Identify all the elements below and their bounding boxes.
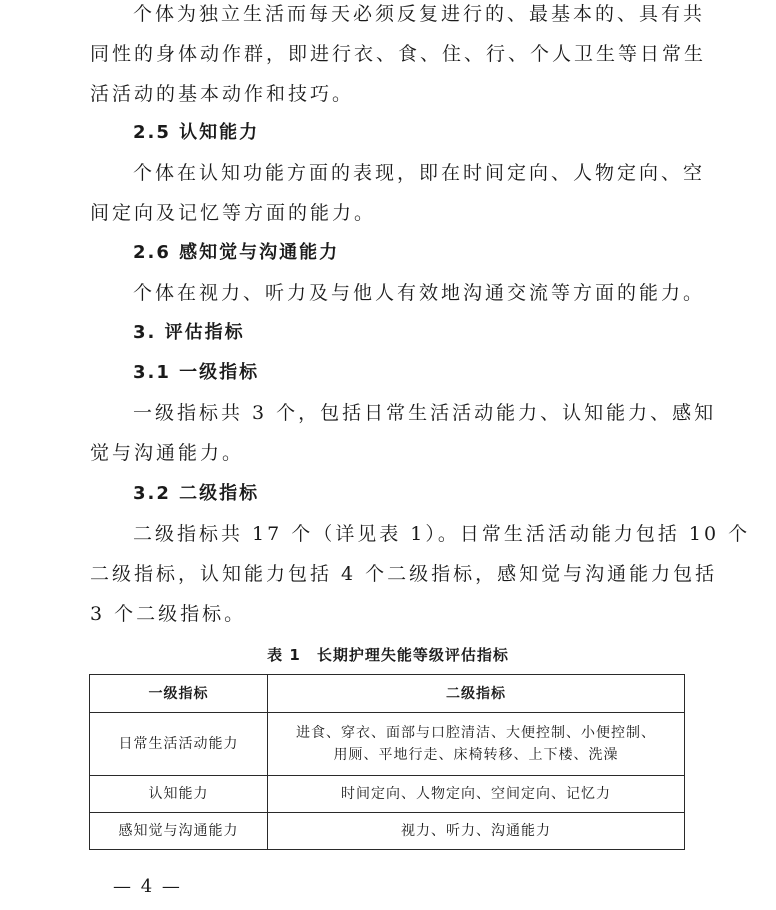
paragraph-line: 3 个二级指标。 bbox=[90, 603, 247, 625]
table-cell-primary: 日常生活活动能力 bbox=[90, 713, 268, 776]
table-header-row bbox=[90, 675, 685, 713]
paragraph-line: 间定向及记忆等方面的能力。 bbox=[90, 202, 377, 224]
paragraph-line: 个体在认知功能方面的表现，即在时间定向、人物定向、空 bbox=[133, 162, 706, 184]
paragraph-line: 个体在视力、听力及与他人有效地沟通交流等方面的能力。 bbox=[133, 282, 706, 304]
section-heading: 3. 评估指标 bbox=[133, 322, 245, 343]
table-header-secondary: 二级指标 bbox=[268, 675, 685, 713]
table-cell-secondary: 视力、听力、沟通能力 bbox=[268, 813, 685, 850]
table-cell-line: 进食、穿衣、面部与口腔清洁、大便控制、小便控制、 bbox=[296, 725, 656, 741]
table-cell-primary: 认知能力 bbox=[90, 776, 268, 813]
table-cell-secondary: 时间定向、人物定向、空间定向、记忆力 bbox=[268, 776, 685, 813]
paragraph-line: 一级指标共 3 个，包括日常生活活动能力、认知能力、感知 bbox=[133, 402, 717, 424]
indicator-table bbox=[89, 674, 685, 850]
table-row bbox=[90, 813, 685, 850]
paragraph-line: 个体为独立生活而每天必须反复进行的、最基本的、具有共 bbox=[133, 3, 706, 25]
page-number: — 4 — bbox=[113, 876, 182, 897]
table-cell-line: 用厕、平地行走、床椅转移、上下楼、洗澡 bbox=[333, 747, 619, 763]
paragraph-line: 同性的身体动作群，即进行衣、食、住、行、个人卫生等日常生 bbox=[90, 43, 707, 65]
section-heading: 3.2 二级指标 bbox=[133, 483, 260, 504]
section-heading: 2.5 认知能力 bbox=[133, 122, 260, 143]
table-caption: 表 1 长期护理失能等级评估指标 bbox=[267, 646, 509, 664]
table-header-primary: 一级指标 bbox=[90, 675, 268, 713]
table-cell-primary: 感知觉与沟通能力 bbox=[90, 813, 268, 850]
table-row bbox=[90, 776, 685, 813]
section-heading: 3.1 一级指标 bbox=[133, 362, 260, 383]
paragraph-line: 二级指标共 17 个（详见表 1）。日常生活活动能力包括 10 个 bbox=[133, 523, 751, 545]
table-row bbox=[90, 713, 685, 776]
table-cell-secondary bbox=[268, 713, 685, 776]
paragraph-line: 觉与沟通能力。 bbox=[90, 442, 245, 464]
section-heading: 2.6 感知觉与沟通能力 bbox=[133, 242, 340, 263]
paragraph-line: 二级指标，认知能力包括 4 个二级指标，感知觉与沟通能力包括 bbox=[90, 563, 718, 585]
paragraph-line: 活活动的基本动作和技巧。 bbox=[90, 83, 355, 105]
